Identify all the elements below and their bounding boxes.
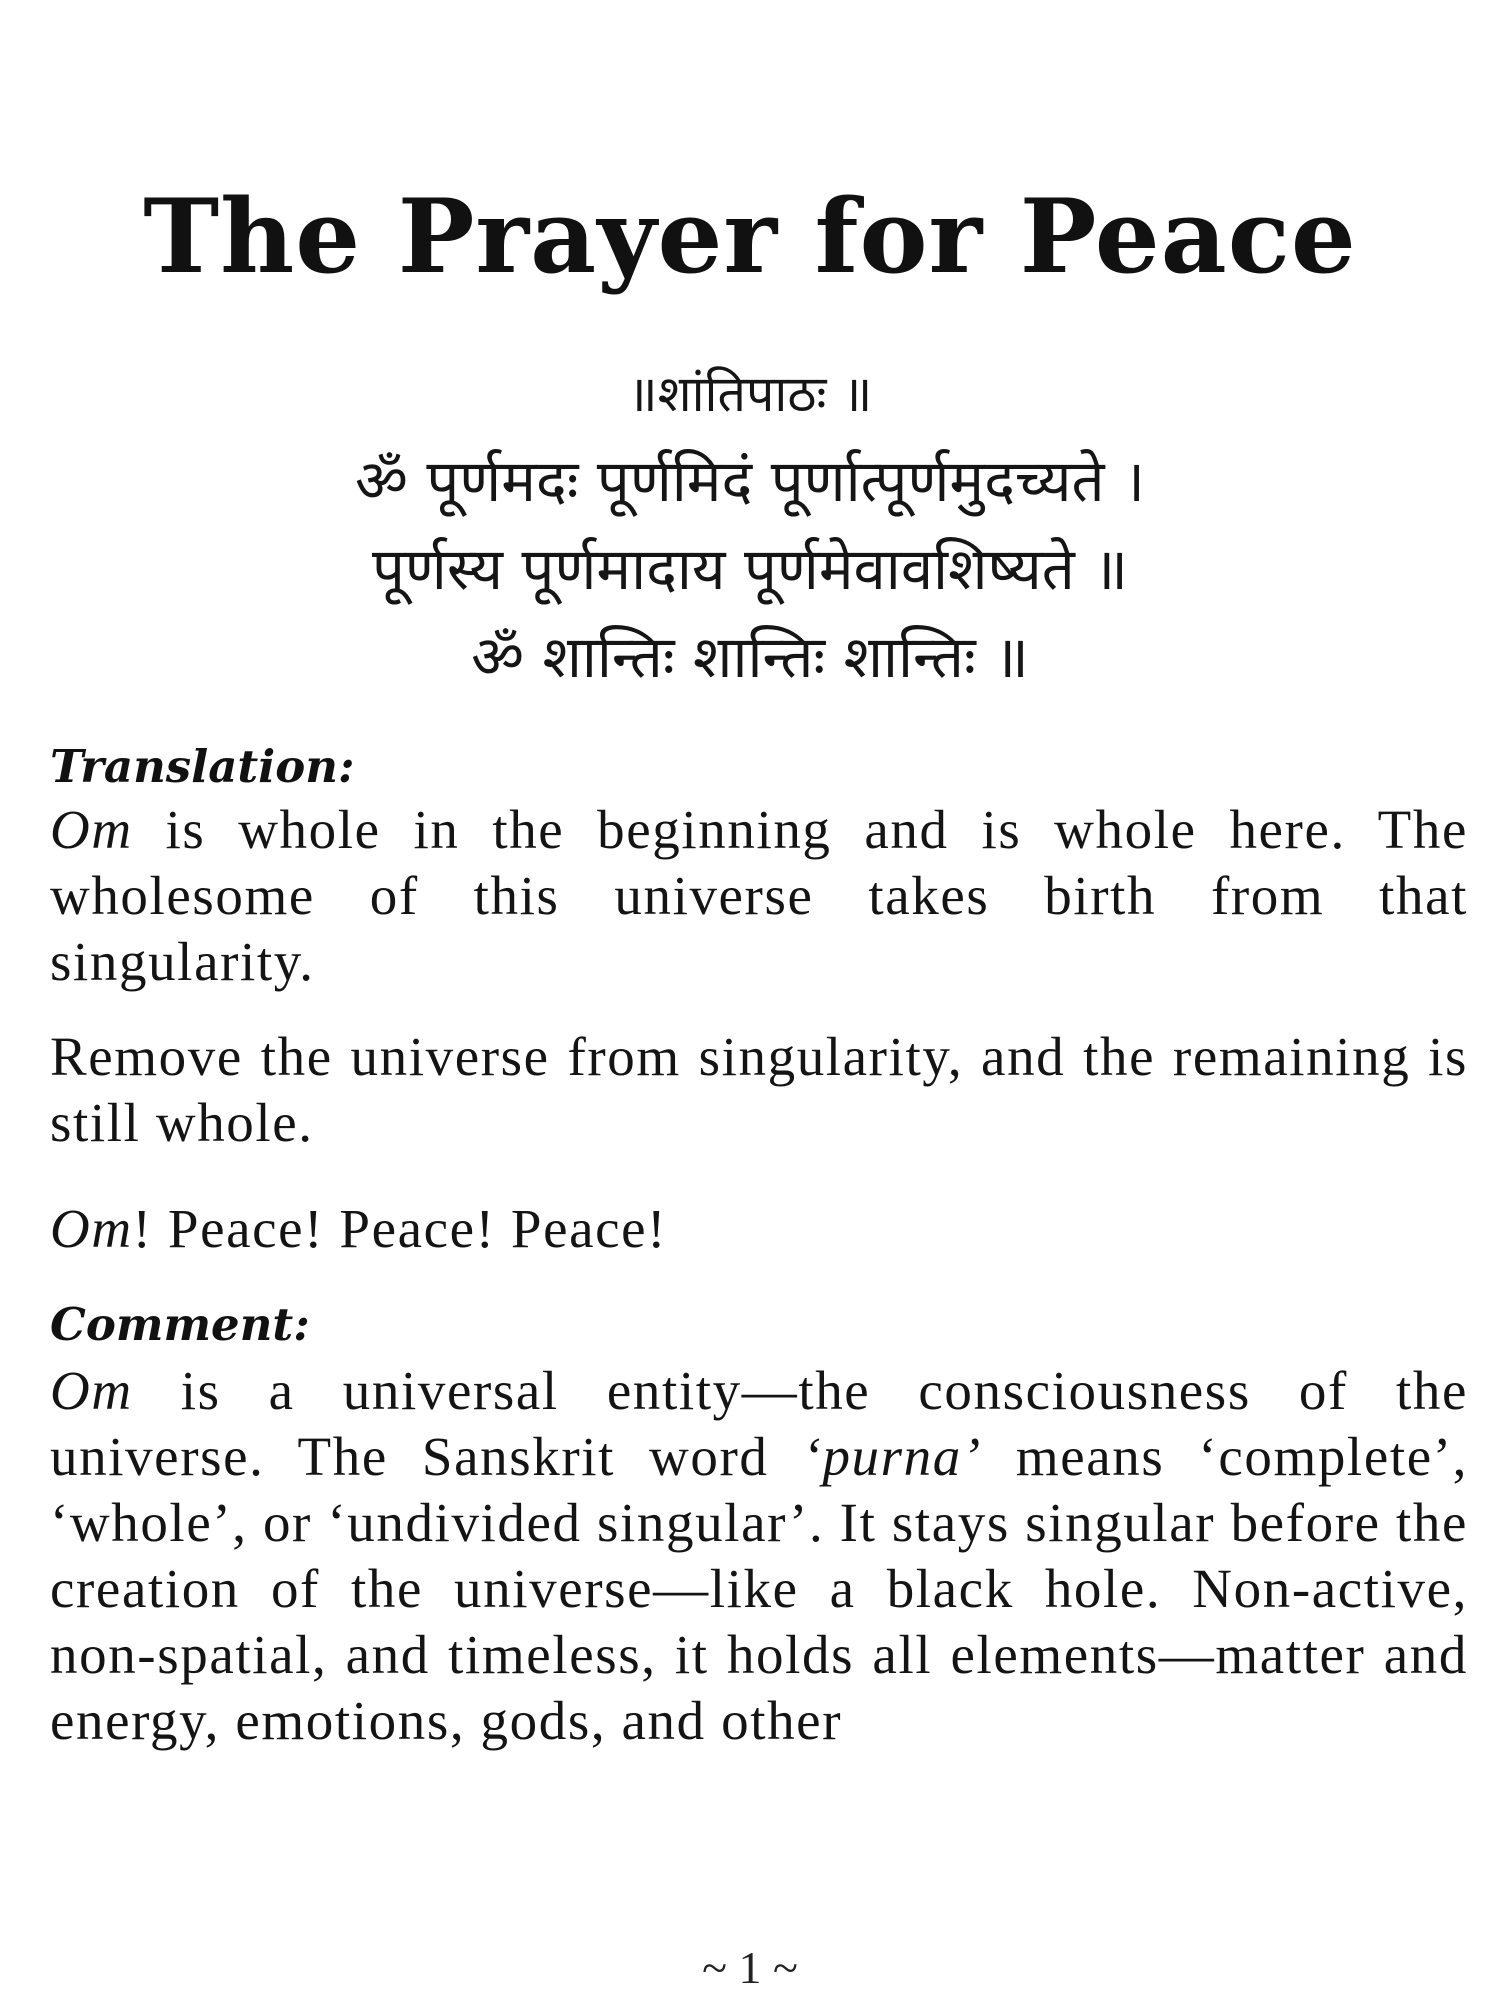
om-word: Om [50, 799, 133, 860]
translation-paragraph-3-text: ! Peace! Peace! Peace! [132, 1198, 668, 1259]
comment-text-part-2: means ‘complete’, ‘whole’, or ‘undivided singular’. It stays singular before the creation of the universe—like a black hole. Non-active, non-spatial, and timeless, it holds all elements—matter and energy, emotions, gods, and other [50, 1426, 1468, 1751]
om-word: Om [50, 1198, 133, 1259]
page-title: The Prayer for Peace [143, 177, 1357, 298]
shloka-line-2: पूर्णस्य पूर्णमादाय पूर्णमेवावशिष्यते ॥ [371, 535, 1128, 603]
translation-heading: Translation: [50, 740, 355, 793]
shloka-line-3: ॐ शान्तिः शान्तिः शान्तिः ॥ [471, 623, 1029, 691]
om-word: Om [50, 1360, 133, 1421]
translation-paragraph-3 [50, 1196, 1468, 1262]
purna-word: ‘purna’ [802, 1426, 982, 1487]
translation-paragraph-1 [50, 797, 1468, 995]
translation-paragraph-1-text: is whole in the beginning and is whole here. The wholesome of this universe takes birth from that singularity. [50, 799, 1468, 992]
comment-heading: Comment: [50, 1298, 310, 1351]
translation-paragraph-2: Remove the universe from singularity, and the remaining is still whole. [50, 1026, 1468, 1153]
comment-text-part-1: is a universal entity—the consciousness of the universe. The Sanskrit word [50, 1360, 1468, 1487]
shloka-line-1: ॐ पूर्णमदः पूर्णमिदं पूर्णात्पूर्णमुदच्यते । [355, 447, 1145, 515]
page-number: ~ 1 ~ [702, 1942, 798, 1993]
comment-paragraph [50, 1358, 1468, 1754]
shloka-heading: ॥शांतिपाठः ॥ [627, 365, 873, 423]
